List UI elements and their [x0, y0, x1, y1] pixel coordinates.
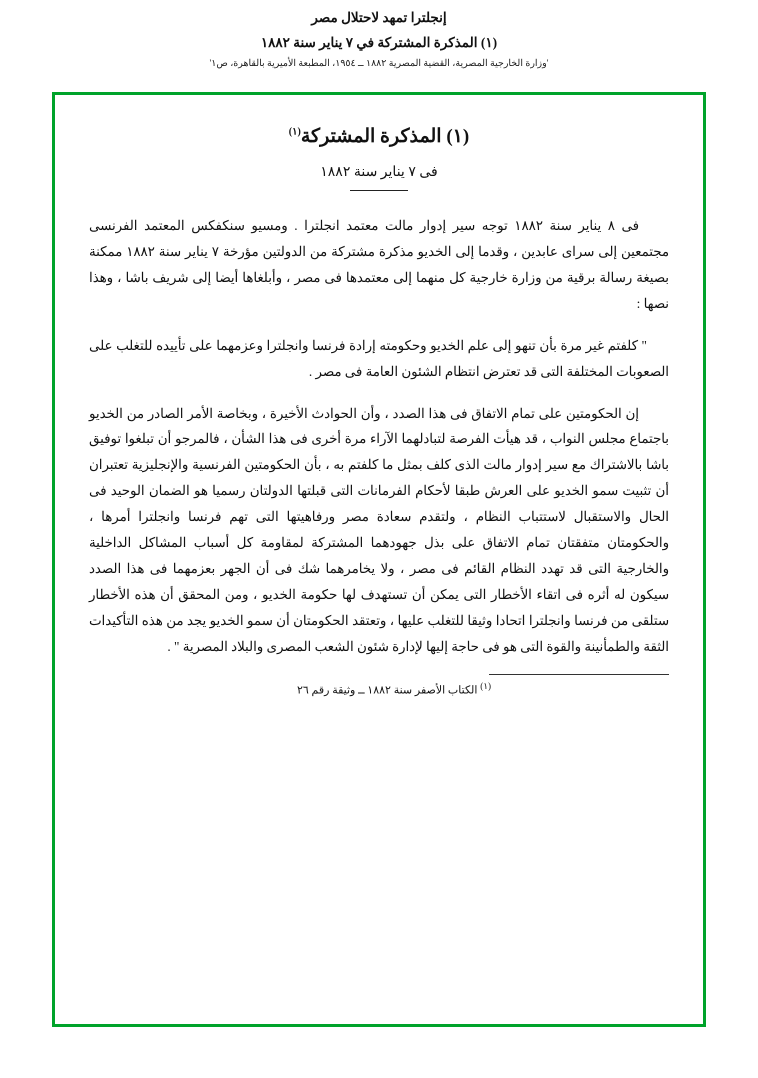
- green-border-frame: [52, 92, 706, 1027]
- document-title-text: (١) المذكرة المشتركة: [300, 126, 470, 147]
- footnote-text: الكتاب الأصفر سنة ١٨٨٢ ــ وثيقة رقم ٢٦: [296, 684, 478, 697]
- document-header: [0, 0, 758, 69]
- document-date-line: فى ٧ يناير سنة ١٨٨٢: [320, 165, 438, 180]
- paragraph-3: إن الحكومتين على تمام الاتفاق فى هذا الصدد ، وأن الحوادث الأخيرة ، وبخاصة الأمر الصادر من الخديو باجتماع مجلس النواب ، قد هيأت الفرصة لتبادلهما الآراء مرة أخرى فى هذا الشأن ، فالمرجو أن تبلغوا توفيق باشا بالاشتراك مع سير إدوار مالت الذى كلف بمثل ما كلفتم به ، بأن الحكومتين الفرنسية والإنجليزية تعتبران أن تثبيت سمو الخديو على العرش طبقا لأحكام الفرمانات التى قبلتها الدولتان رسميا هو الضمان الوحيد فى الحال والاستقبال لاستتباب النظام ، ولتقدم سعادة مصر ورفاهيتها التى تهم فرنسا وانجلترا أمرها ، والحكومتان متفقتان تمام الاتفاق على بذل جهودهما المشتركة لمقاومة كل أسباب المشاكل الداخلية والخارجية التى قد تهدد النظام القائم فى مصر ، ولا يخامرهما شك فى أن الجهر بعزمهما فى هذا الصدد سيكون له أثره فى اتقاء الأخطار التى يمكن أن تستهدف لها حكومة الخديو ، ومن المحقق أن هذه الأخطار ستلقى من فرنسا وانجلترا اتحادا وثيقا للتغلب عليها ، وتعتقد الحكومتان أن سمو الخديو يجد من هذه التأكيدات الثقة والطمأنينة والقوة التى هو فى حاجة إليها لإدارة شئون الشعب المصرى والبلاد المصرية " .: [89, 405, 669, 654]
- header-source-citation: 'وزارة الخارجية المصرية، القضية المصرية ١٨٨٢ ــ ١٩٥٤، المطبعة الأميرية بالقاهرة، ص١': [209, 59, 549, 69]
- document-body: [89, 213, 669, 660]
- footnote-section: [89, 674, 669, 697]
- paragraph-1: فى ٨ يناير سنة ١٨٨٢ توجه سير إدوار مالت معتمد انجلترا . ومسيو سنكفكس المعتمد الفرنسى مجتمعين إلى سراى عابدين ، وقدما إلى الخديو مذكرة مشتركة من الدولتين مؤرخة ٧ يناير سنة ١٨٨٢ ممكنة بصيغة رسالة برقية من وزارة خارجية كل منهما إلى معتمدها فى مصر ، وأبلغاها أيضا إلى شريف باشا ، وهذا نصها :: [89, 218, 669, 311]
- header-subtitle: (١) المذكرة المشتركة في ٧ يناير سنة ١٨٨٢: [260, 35, 498, 50]
- document-title-footnote-marker: (١): [288, 126, 301, 138]
- title-divider: [350, 190, 408, 191]
- footnote-marker: (١): [480, 680, 492, 691]
- footnote: [89, 681, 669, 697]
- paragraph-2: " كلفتم غير مرة بأن تنهو إلى علم الخديو وحكومته إرادة فرنسا وانجلترا وعزمهما على تأييده للتغلب على الصعوبات المختلفة التى قد تعترض انتظام الشئون العامة فى مصر .: [89, 337, 669, 379]
- header-title: إنجلترا تمهد لاحتلال مصر: [311, 10, 447, 25]
- document-title: [89, 125, 669, 148]
- footnote-divider: [489, 674, 669, 675]
- frame-content: [55, 95, 703, 1024]
